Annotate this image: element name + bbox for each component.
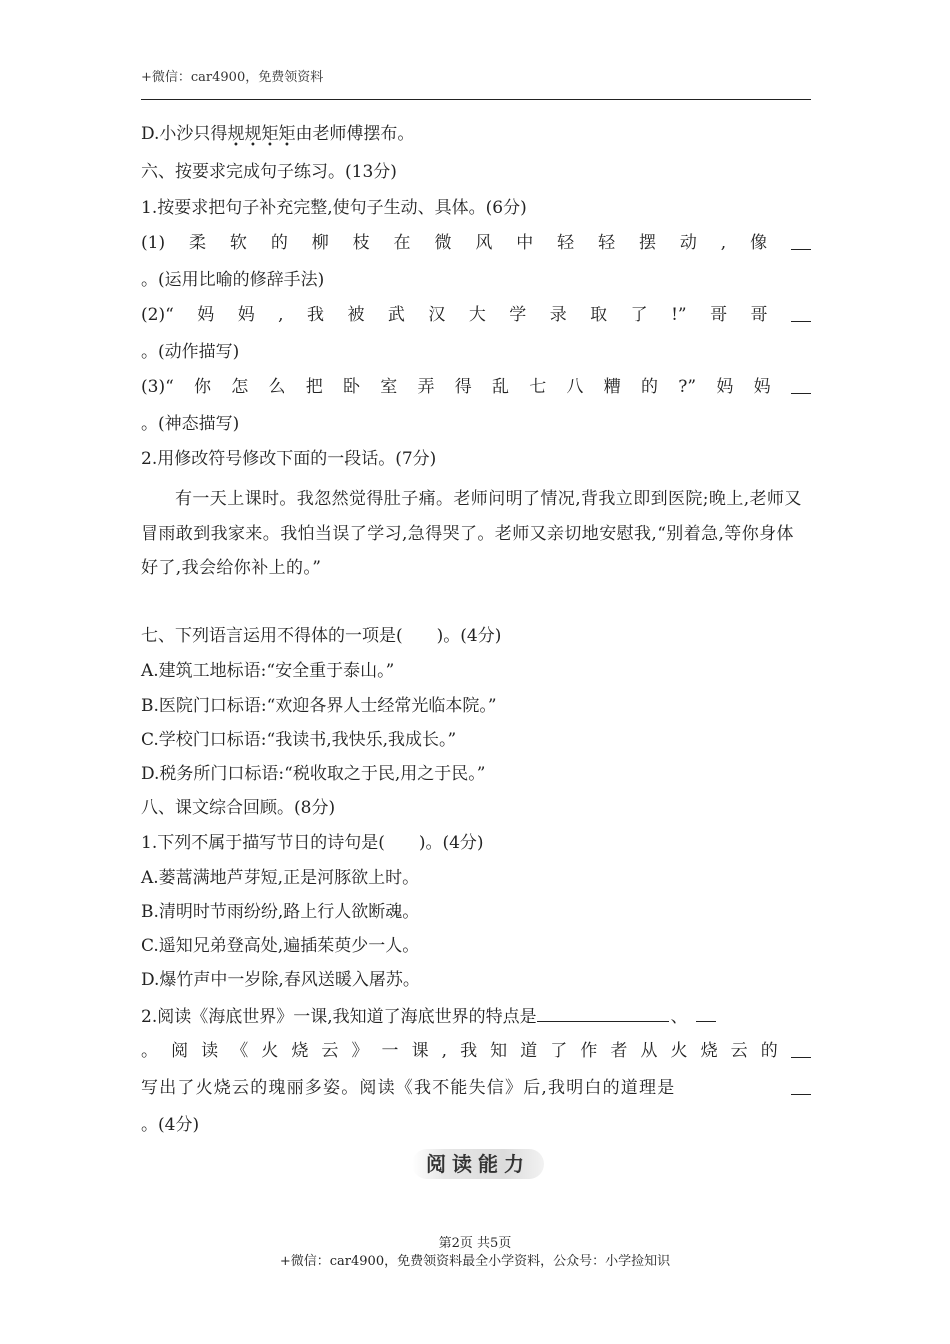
char: 妈 <box>237 305 255 325</box>
answer-blank[interactable] <box>791 1039 811 1058</box>
answer-blank[interactable] <box>696 1003 716 1022</box>
question-6-1-3 <box>141 375 811 399</box>
char: 柳 <box>311 233 329 253</box>
char: 》 <box>351 1041 369 1061</box>
question-6-1-2 <box>141 303 811 327</box>
char: , <box>441 1041 448 1061</box>
question-6-1-1 <box>141 231 811 255</box>
section-6-title: 六、按要求完成句子练习。(13分) <box>141 162 397 182</box>
char: 从 <box>640 1041 658 1061</box>
dotted-char: 规 <box>244 124 262 144</box>
char: 么 <box>268 377 286 397</box>
char: 我 <box>460 1041 478 1061</box>
question-6-2: 2.用修改符号修改下面的一段话。(7分) <box>141 449 437 469</box>
char: 录 <box>549 305 567 325</box>
header-watermark: +微信：car4900，免费领资料 <box>141 70 324 85</box>
char: 糟 <box>603 377 621 397</box>
char: 轻 <box>598 233 616 253</box>
char: 者 <box>610 1041 628 1061</box>
section-7-option-a: A.建筑工地标语:“安全重于泰山。” <box>141 661 395 681</box>
edit-paragraph: 有一天上课时。我忽然觉得肚子痛。老师问明了情况,背我立即到医院;晚上,老师又冒雨敢到我家来。我怕当误了学习,急得哭了。老师又亲切地安慰我,“别着急,等你身体好了,我会给你补上的。” <box>141 489 802 578</box>
section-7-option-b: B.医院门口标语:“欢迎各界人士经常光临本院。” <box>141 696 497 716</box>
char: 你 <box>194 377 212 397</box>
char: (3)“ <box>141 377 174 397</box>
char: 火 <box>261 1041 279 1061</box>
char: !” <box>671 305 687 325</box>
char: 妈 <box>197 305 215 325</box>
char: ?” <box>678 377 697 397</box>
char: 课 <box>411 1041 429 1061</box>
option-d-suffix: 由老师傅摆布。 <box>295 124 415 144</box>
question-6-1: 1.按要求把句子补充完整,使句子生动、具体。(6分) <box>141 198 527 218</box>
section-badge <box>412 1149 544 1179</box>
section-8-title: 八、课文综合回顾。(8分) <box>141 798 336 818</box>
char: 得 <box>454 377 472 397</box>
char: 软 <box>229 233 247 253</box>
char: 的 <box>760 1041 778 1061</box>
char: 弄 <box>417 377 435 397</box>
char: (2)“ <box>141 305 174 325</box>
char: 摆 <box>638 233 656 253</box>
char: 枝 <box>352 233 370 253</box>
section-7-title: 七、下列语言运用不得体的一项是( )。(4分) <box>141 626 502 646</box>
footer-watermark: +微信：car4900，免费领资料最全小学资料，公众号：小学捡知识 <box>279 1254 671 1269</box>
char: 。 <box>141 1041 158 1061</box>
char: 烧 <box>700 1041 718 1061</box>
char: 哥 <box>710 305 728 325</box>
char: (1) <box>141 233 166 253</box>
dotted-char: 矩 <box>278 124 296 144</box>
char: 把 <box>305 377 323 397</box>
char: 学 <box>509 305 527 325</box>
char: 《 <box>231 1041 249 1061</box>
char: 了 <box>630 305 648 325</box>
char: 云 <box>321 1041 339 1061</box>
char: 云 <box>730 1041 748 1061</box>
char: 取 <box>590 305 608 325</box>
question-8-1: 1.下列不属于描写节日的诗句是( )。(4分) <box>141 833 484 853</box>
question-8-1-option-a: A.蒌蒿满地芦芽短,正是河豚欲上时。 <box>141 868 420 888</box>
answer-blank[interactable] <box>791 303 811 322</box>
question-6-1-1-hint: 。(运用比喻的修辞手法) <box>141 270 325 290</box>
char: , <box>720 233 727 253</box>
char: 一 <box>381 1041 399 1061</box>
char: 七 <box>529 377 547 397</box>
dotted-char: 规 <box>227 124 245 144</box>
question-8-2-line-1 <box>141 1003 811 1029</box>
char: 轻 <box>557 233 575 253</box>
answer-blank[interactable] <box>791 375 811 394</box>
char: 了 <box>550 1041 568 1061</box>
dotted-char: 矩 <box>261 124 279 144</box>
question-8-2-line-4: 。(4分) <box>141 1115 200 1135</box>
char: 火 <box>670 1041 688 1061</box>
question-8-2-line-3 <box>141 1076 811 1100</box>
question-8-1-option-c: C.遥知兄弟登高处,遍插茱萸少一人。 <box>141 936 420 956</box>
answer-blank[interactable] <box>791 231 811 250</box>
answer-blank[interactable] <box>791 1076 811 1095</box>
option-d-prefix: D.小沙只得 <box>141 124 228 144</box>
char: 中 <box>516 233 534 253</box>
separator: 、 <box>670 1007 688 1027</box>
question-6-1-2-hint: 。(动作描写) <box>141 342 240 362</box>
char: 怎 <box>231 377 249 397</box>
section-badge-label: 阅读能力 <box>426 1152 530 1176</box>
char: 像 <box>750 233 768 253</box>
char: 烧 <box>291 1041 309 1061</box>
section-7-option-c: C.学校门口标语:“我读书,我快乐,我成长。” <box>141 730 457 750</box>
char: , <box>278 305 284 325</box>
page-number: 第2页 共5页 <box>438 1236 512 1251</box>
char: 卧 <box>343 377 361 397</box>
char: 我 <box>307 305 324 325</box>
char: 在 <box>393 233 411 253</box>
char: 妈 <box>753 377 771 397</box>
char: 阅 <box>171 1041 189 1061</box>
char: 八 <box>566 377 584 397</box>
question-8-1-option-d: D.爆竹声中一岁除,春风送暖入屠苏。 <box>141 970 420 990</box>
char: 柔 <box>189 233 206 253</box>
question-6-1-3-hint: 。(神态描写) <box>141 414 240 434</box>
question-8-1-option-b: B.清明时节雨纷纷,路上行人欲断魂。 <box>141 902 420 922</box>
header-rule <box>141 99 811 100</box>
answer-blank[interactable] <box>537 1003 669 1022</box>
char: 动 <box>679 233 697 253</box>
char: 汉 <box>428 305 446 325</box>
char: 乱 <box>492 377 510 397</box>
char: 哥 <box>750 305 768 325</box>
question-8-2-line-2 <box>141 1039 811 1063</box>
char: 作 <box>580 1041 598 1061</box>
char: 被 <box>347 305 365 325</box>
char: 风 <box>475 233 493 253</box>
char: 妈 <box>716 377 734 397</box>
char: 读 <box>201 1041 219 1061</box>
char: 微 <box>434 233 452 253</box>
section-7-option-d: D.税务所门口标语:“税收取之于民,用之于民。” <box>141 764 486 784</box>
question-8-2-text: 写出了火烧云的瑰丽多姿。阅读《我不能失信》后,我明白的道理是 <box>141 1078 676 1098</box>
char: 武 <box>387 305 405 325</box>
char: 知 <box>490 1041 508 1061</box>
char: 的 <box>270 233 288 253</box>
char: 道 <box>520 1041 538 1061</box>
option-d-line <box>141 122 811 146</box>
char: 大 <box>468 305 486 325</box>
char: 的 <box>641 377 659 397</box>
question-8-2-text: 2.阅读《海底世界》一课,我知道了海底世界的特点是 <box>141 1007 537 1027</box>
char: 室 <box>380 377 398 397</box>
